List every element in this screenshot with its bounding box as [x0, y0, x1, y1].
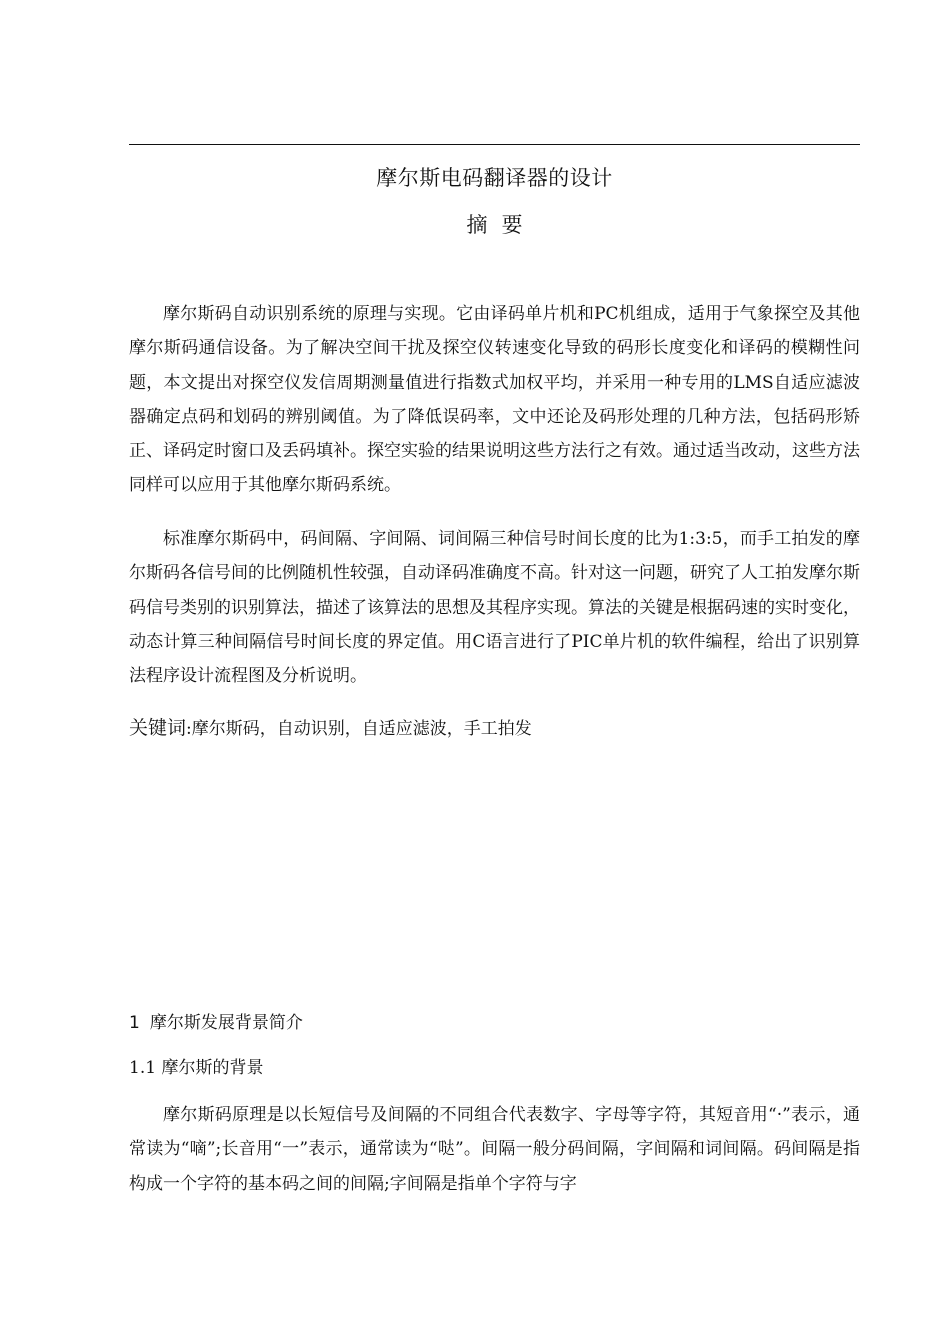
abstract-heading: 摘要 — [466, 213, 537, 237]
body-paragraph-1: 摩尔斯码原理是以长短信号及间隔的不同组合代表数字、字母等字符，其短音用“·”表示，通常读为“嘀”;长音用“一”表示，通常读为“哒”。间隔一般分码间隔，字间隔和词间隔。码间隔是指构成一个字符的基本码之间的间隔;字间隔是指单个字符与字 — [129, 1105, 860, 1194]
abstract-paragraph-1: 摩尔斯码自动识别系统的原理与实现。它由译码单片机和PC机组成，适用于气象探空及其他摩尔斯码通信设备。为了解决空间干扰及探空仪转速变化导致的码形长度变化和译码的模糊性问题，本文提出对探空仪发信周期测量值进行指数式加权平均，并采用一种专用的LMS自适应滤波器确定点码和划码的辨别阈值。为了降低误码率，文中还论及码形处理的几种方法，包括码形矫正、译码定时窗口及丢码填补。探空实验的结果说明这些方法行之有效。通过适当改动，这些方法同样可以应用于其他摩尔斯码系统。 — [129, 304, 860, 496]
abstract-paragraph-2: 标准摩尔斯码中，码间隔、字间隔、词间隔三种信号时间长度的比为1:3:5，而手工拍发的摩尔斯码各信号间的比例随机性较强，自动译码准确度不高。针对这一问题，研究了人工拍发摩尔斯码信号类别的识别算法，描述了该算法的思想及其程序实现。算法的关键是根据码速的实时变化，动态计算三种间隔信号时间长度的界定值。用C语言进行了PIC单片机的软件编程，给出了识别算法程序设计流程图及分析说明。 — [129, 529, 860, 687]
document-title: 摩尔斯电码翻译器的设计 — [376, 166, 613, 190]
section-title: 摩尔斯发展背景简介 — [149, 1013, 303, 1033]
keywords-label: 关键词 — [129, 717, 187, 739]
section-number: 1 — [129, 1013, 140, 1033]
keywords-text: :摩尔斯码，自动识别，自适应滤波，手工拍发 — [186, 719, 532, 739]
subsection-heading: 1.1 摩尔斯的背景 — [129, 1058, 264, 1078]
section-heading — [129, 1008, 303, 1038]
keywords-line — [129, 711, 860, 746]
header-rule — [129, 144, 860, 145]
